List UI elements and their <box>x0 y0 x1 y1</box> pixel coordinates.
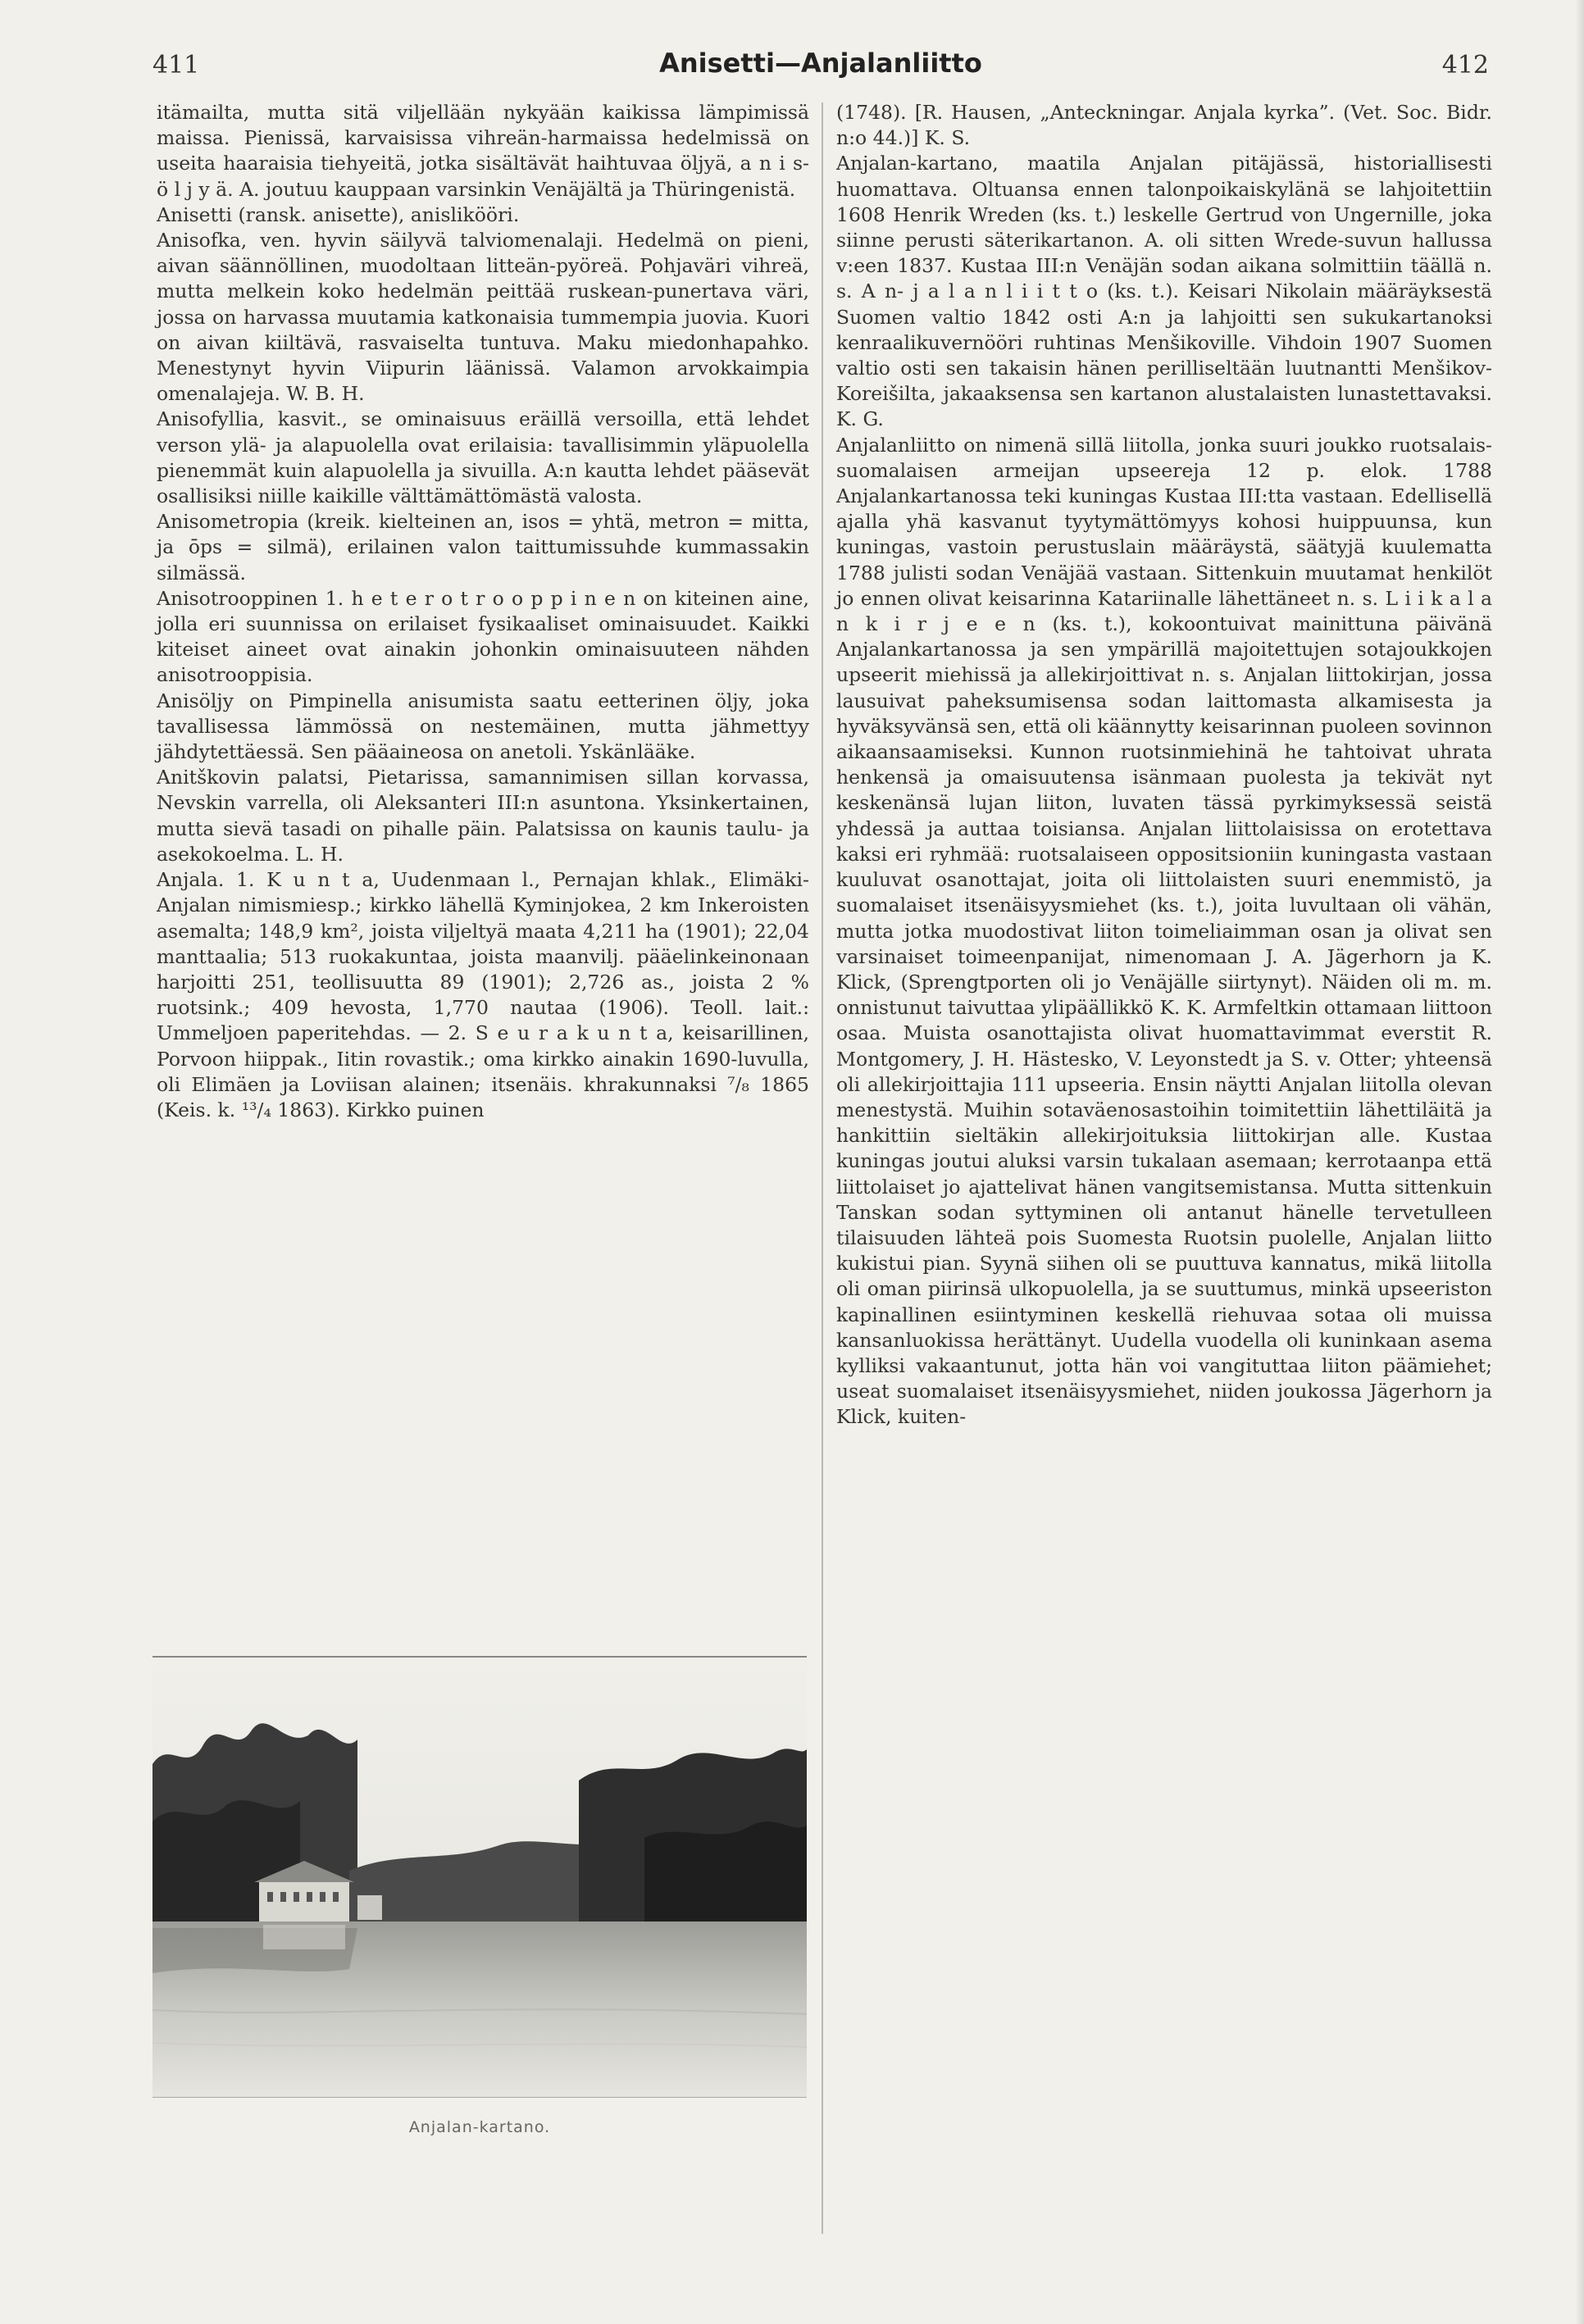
entry-anisofka: Anisofka, ven. hyvin säilyvä talviomenalaji. Hedelmä on pieni, aivan säännöllinen, muodoltaan litteän-pyöreä. Pohjaväri vihreä, mutta melkein koko hedelmän peittää ruskean-punertava väri, jossa on harvassa muutamia katkonaisia tummempia juovia. Kuori on aivan kiiltävä, rasvaiselta tuntuva. Maku miedonhapahko. Menestynyt hyvin Viipurin läänissä. Valamon arvokkaimpia omenalajeja. W. B. H. <box>157 229 809 406</box>
page-header <box>152 48 1489 89</box>
left-column <box>157 100 809 1123</box>
entry-anjalanliitto: Anjalanliitto on nimenä sillä liitolla, jonka suuri joukko ruotsalais-suomalaisen armeijan upseereja 12 p. elok. 1788 Anjalankartanossa teki kuningas Kustaa III:tta vastaan. Edellisellä ajalla yhä kasvanut tyytymättömyys kohosi huippuunsa, kun kuningas, vastoin perustuslain määräystä, säätyjä kuulematta 1788 julisti sodan Venäjää vastaan. Sittenkuin muutamat henkilöt jo ennen olivat keisarinna Katariinalle lähettäneet n. s. L i i k a l a n k i r j e e n (ks. t.), kokoontuivat mainittuna päivänä Anjalankartanossa ja sen ympärillä majoitettujen sotajoukkojen upseerit miehissä ja allekirjoittivat n. s. Anjalan liittokirjan, jossa lausuivat paheksumisensa sodan laittomasta alkamisesta ja hyväksyvänsä sen, että oli käännytty keisarinnan puoleen sovinnon aikaansaamiseksi. Kunnon ruotsinmiehinä he tahtoivat uhrata henkensä ja omaisuutensa isänmaan puolesta ja tekivät nyt keskenänsä lujan liiton, luvaten tässä pyrkimyksessä seistä yhdessä ja auttaa toisiansa. Anjalan liittolaisissa on erotettava kaksi eri ryhmää: ruotsalaiseen oppositsioniin kuningasta vastaan kuuluvat osanottajat, joita oli liittolaisten suuri enemmistö, ja suomalaiset itsenäisyysmiehet (ks. t.), joita luvultaan oli vähän, mutta jotka muodostivat liiton toimeliaimman osan ja olivat sen varsinaiset toimeenpanijat, nimenomaan J. A. Jägerhorn ja K. Klick, (Sprengtporten oli jo Venäjälle siirtynyt). Näiden oli m. m. onnistunut taivuttaa ylipäällikkö K. K. Armfeltkin ottamaan liittoon osaa. Muista osanottajista olivat huomattavimmat everstit R. Montgomery, J. H. Hästesko, V. Leyonstedt ja S. v. Otter; yhteensä oli allekirjoittajia 111 upseeria. Ensin näytti Anjalan liitolla olevan menestystä. Muihin sotaväenosastoihin toimitettiin lähettiläitä ja hankittiin sieltäkin allekirjoituksia liittokirjan alle. Kustaa kuningas joutui aluksi varsin tukalaan asemaan; kerrotaanpa että liittolaiset jo ajattelivat hänen vangitsemistansa. Mutta sittenkuin Tanskan sodan syttyminen oli antanut hänelle tervetulleen tilaisuuden lähteä pois Suomesta Ruotsin puolelle, Anjalan liitto kukistui pian. Syynä siihen oli se puuttuva kannatus, mikä liitolla oli oman piirinsä ulkopuolella, ja se suuttumus, minkä upseeriston kapinallinen esiintyminen keskellä riehuvaa sotaa oli muissa kansanluokissa herättänyt. Uudella vuodella oli kuninkaan asema kylliksi vakaantunut, jotta hän voi vangituttaa liiton päämiehet; useat suomalaiset itsenäisyysmiehet, niiden joukossa Jägerhorn ja Klick, kuiten- <box>836 433 1492 1429</box>
figure-caption: Anjalan-kartano. <box>408 2118 551 2136</box>
entry-anitskovin-palatsi: Anitškovin palatsi, Pietarissa, samannimisen sillan korvassa, Nevskin varrella, oli Aleksanteri III:n asuntona. Yksinkertainen, mutta sievä tasadi on pihalle päin. Palatsissa on kaunis taulu- ja asekokoelma. L. H. <box>157 766 809 866</box>
page-number-left: 411 <box>152 51 200 80</box>
page-edge-shadow <box>1576 0 1584 2324</box>
entry-anisotrooppinen: Anisotrooppinen 1. h e t e r o t r o o p p i n e n on kiteinen aine, jolla eri suunnissa on erilaiset fysikaaliset ominaisuudet. Kaikki kiteiset aineet ovat ainakin johonkin ominaisuuteen nähden anisotrooppisia. <box>157 586 809 687</box>
paragraph: (1748). [R. Hausen, „Anteckningar. Anjala kyrka”. (Vet. Soc. Bidr. n:o 44.)] K. S. <box>836 101 1492 150</box>
entry-anjala: Anjala. 1. K u n t a, Uudenmaan l., Pernajan khlak., Elimäki-Anjalan nimismiesp.; kirkko lähellä Kyminjokea, 2 km Inkeroisten asemalta; 148,9 km², joista viljeltyä maata 4,211 ha (1901); 22,04 manttaalia; 513 ruokakuntaa, joista maanvilj. pääelinkeinonaan harjoitti 251, teollisuutta 89 (1901); 2,726 as., joista 2 % ruotsink.; 409 hevosta, 1,770 nautaa (1906). Teoll. lait.: Ummeljoen paperitehdas. — 2. S e u r a k u n t a, keisarillinen, Porvoon hiippak., Iitin rovastik.; oma kirkko ainakin 1690-luvulla, oli Elimäen ja Loviisan alainen; itsenäis. khrakunnaksi ⁷/₈ 1865 (Keis. k. ¹³/₄ 1863). Kirkko puinen <box>157 868 809 1121</box>
column-divider <box>822 102 823 2234</box>
entry-anisofyllia: Anisofyllia, kasvit., se ominaisuus eräillä versoilla, että lehdet verson ylä- ja alapuolella ovat erilaisia: tavallisimmin yläpuolella pienemmät kuin alapuolella ja sivuilla. A:n kautta lehdet pääsevät osallisiksi niille kaikille välttämättömästä valosta. <box>157 407 809 508</box>
running-title: Anisetti—Anjalanliitto <box>659 48 982 79</box>
manor-photograph <box>152 1656 807 2098</box>
entry-anisoljy: Anisöljy on Pimpinella anisumista saatu eetterinen öljy, joka tavallisessa lämmössä on nestemäinen, mutta jähmettyy jähdytettäessä. Sen pääaineosa on anetoli. Yskänlääke. <box>157 689 809 764</box>
page-number-right: 412 <box>1441 51 1489 80</box>
entry-anisometropia: Anisometropia (kreik. kielteinen an, isos = yhtä, metron = mitta, ja ōps = silmä), erilainen valon taittumissuhde kummassakin silmässä. <box>157 510 809 584</box>
paragraph: itämailta, mutta sitä viljellään nykyään kaikissa lämpimissä maissa. Pienissä, karvaisissa vihreän-harmaissa hedelmissä on useita haaraisia tiehyeitä, jotka sisältävät haihtuvaa öljyä, a n i s- ö l j y ä. A. joutuu kauppaan varsinkin Venäjältä ja Thüringenistä. <box>157 101 809 201</box>
manor-photo-illustration <box>152 1658 807 2097</box>
entry-anisetti: Anisetti (ransk. anisette), anislikööri. <box>157 202 520 226</box>
entry-anjalan-kartano: Anjalan-kartano, maatila Anjalan pitäjässä, historiallisesti huomattava. Oltuansa ennen talonpoikaiskylänä se lahjoitettiin 1608 Henrik Wreden (ks. t.) leskelle Gertrud von Ungernille, joka siinne perusti säterikartanon. A. oli sitten Wrede-suvun hallussa v:een 1837. Kustaa III:n Venäjän sodan aikana solmittiin täällä n. s. A n- j a l a n l i i t t o (ks. t.). Keisari Nikolain määräyksestä Suomen valtio 1842 osti A:n ja lahjoitti sen sukukartanoksi kenraalikuvernööri ruhtinas Menšikoville. Vihdoin 1907 Suomen valtio osti sen takaisin hänen perilliseltään luutnantti Menšikov-Koreišilta, jakaaksensa sen kartanon alustalaisten lunastettavaksi. K. G. <box>836 152 1492 431</box>
right-column <box>836 100 1492 1430</box>
